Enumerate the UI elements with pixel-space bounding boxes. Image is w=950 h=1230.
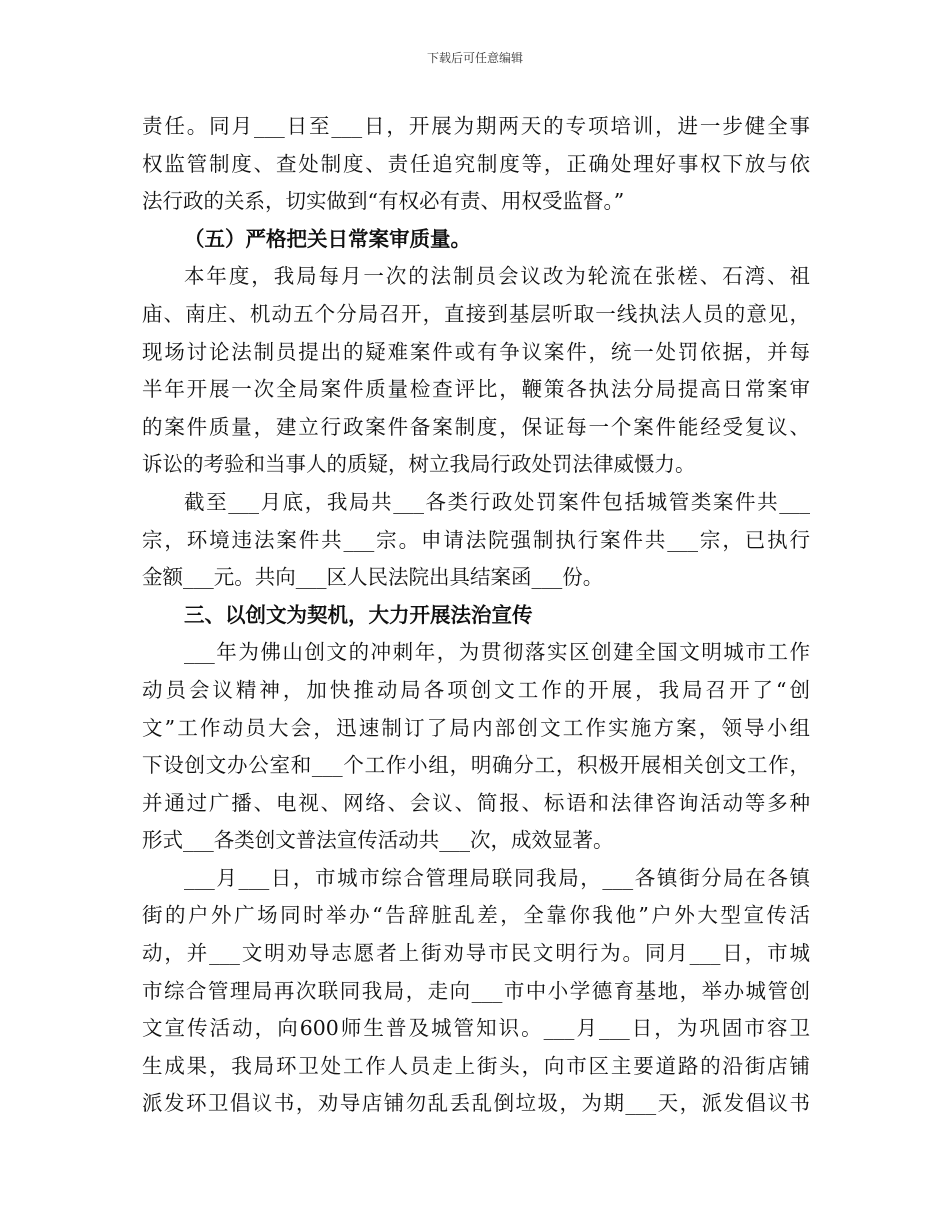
text-line: 法行政的关系，切实做到“有权必有责、用权受监督。”: [142, 189, 625, 214]
text-line: 本年度，我局每月一次的法制员会议改为轮流在张槎、石湾、祖: [184, 264, 810, 289]
paragraph: [142, 258, 810, 484]
paragraph: [142, 484, 810, 597]
text-line: 街的户外广场同时举办“告辞脏乱差，全靠你我他”户外大型宣传活: [142, 903, 810, 928]
text-line: 宗，环境违法案件共___宗。申请法院强制执行案件共___宗，已执行: [142, 527, 810, 552]
text-line: 生成果，我局环卫处工作人员走上街头，向市区主要道路的沿街店铺: [142, 1053, 810, 1078]
text-line: 动员会议精神，加快推动局各项创文工作的开展，我局召开了“创: [142, 677, 810, 702]
text-line: 形式___各类创文普法宣传活动共___次，成效显著。: [142, 828, 614, 853]
text-line: 的案件质量，建立行政案件备案制度，保证每一个案件能经受复议、: [142, 414, 810, 439]
text-line: 权监管制度、查处制度、责任追究制度等，正确处理好事权下放与依: [142, 151, 810, 176]
text-line: ___月___日，市城市综合管理局联同我局，___各镇街分局在各镇: [184, 865, 810, 890]
text-line: 三、以创文为契机，大力开展法治宣传: [184, 602, 533, 627]
text-line: 截至___月底，我局共___各类行政处罚案件包括城管类案件共___: [184, 489, 810, 514]
text-line: 动，并___文明劝导志愿者上街劝导市民文明行为。同月___日，市城: [142, 941, 810, 966]
paragraph: [142, 860, 810, 1123]
text-line: 派发环卫倡议书，劝导店铺勿乱丢乱倒垃圾，为期___天，派发倡议书: [142, 1091, 810, 1116]
text-line: 半年开展一次全局案件质量检查评比，鞭策各执法分局提高日常案审: [142, 377, 810, 402]
page-header: 下载后可任意编辑: [426, 51, 523, 65]
text-line: 责任。同月___日至___日，开展为期两天的专项培训，进一步健全事: [142, 114, 810, 138]
text-line: 现场讨论法制员提出的疑难案件或有争议案件，统一处罚依据，并每: [142, 339, 810, 364]
text-line: 庙、南庄、机动五个分局召开，直接到基层听取一线执法人员的意见，: [142, 301, 810, 326]
text-line: 下设创文办公室和___个工作小组，明确分工，积极开展相关创文工作，: [142, 753, 810, 778]
text-line: 并通过广播、电视、网络、会议、简报、标语和法律咨询活动等多种: [142, 790, 810, 815]
text-line: （五）严格把关日常案审质量。: [184, 226, 471, 251]
section-heading: [142, 597, 810, 635]
text-line: 文”工作动员大会，迅速制订了局内部创文工作实施方案，领导小组: [142, 715, 810, 740]
text-line: 市综合管理局再次联同我局，走向___市中小学德育基地，举办城管创: [142, 978, 810, 1003]
paragraph: [142, 634, 810, 860]
text-line: 金额___元。共向___区人民法院出具结案函___份。: [142, 565, 604, 590]
document-body: [142, 108, 810, 1123]
section-heading: [142, 221, 810, 259]
text-line: ___年为佛山创文的冲刺年，为贯彻落实区创建全国文明城市工作: [184, 640, 810, 665]
text-line: 诉讼的考验和当事人的质疑，树立我局行政处罚法律威慑力。: [142, 452, 696, 477]
paragraph: [142, 108, 810, 221]
text-line: 文宣传活动，向600师生普及城管知识。___月___日，为巩固市容卫: [142, 1016, 810, 1041]
